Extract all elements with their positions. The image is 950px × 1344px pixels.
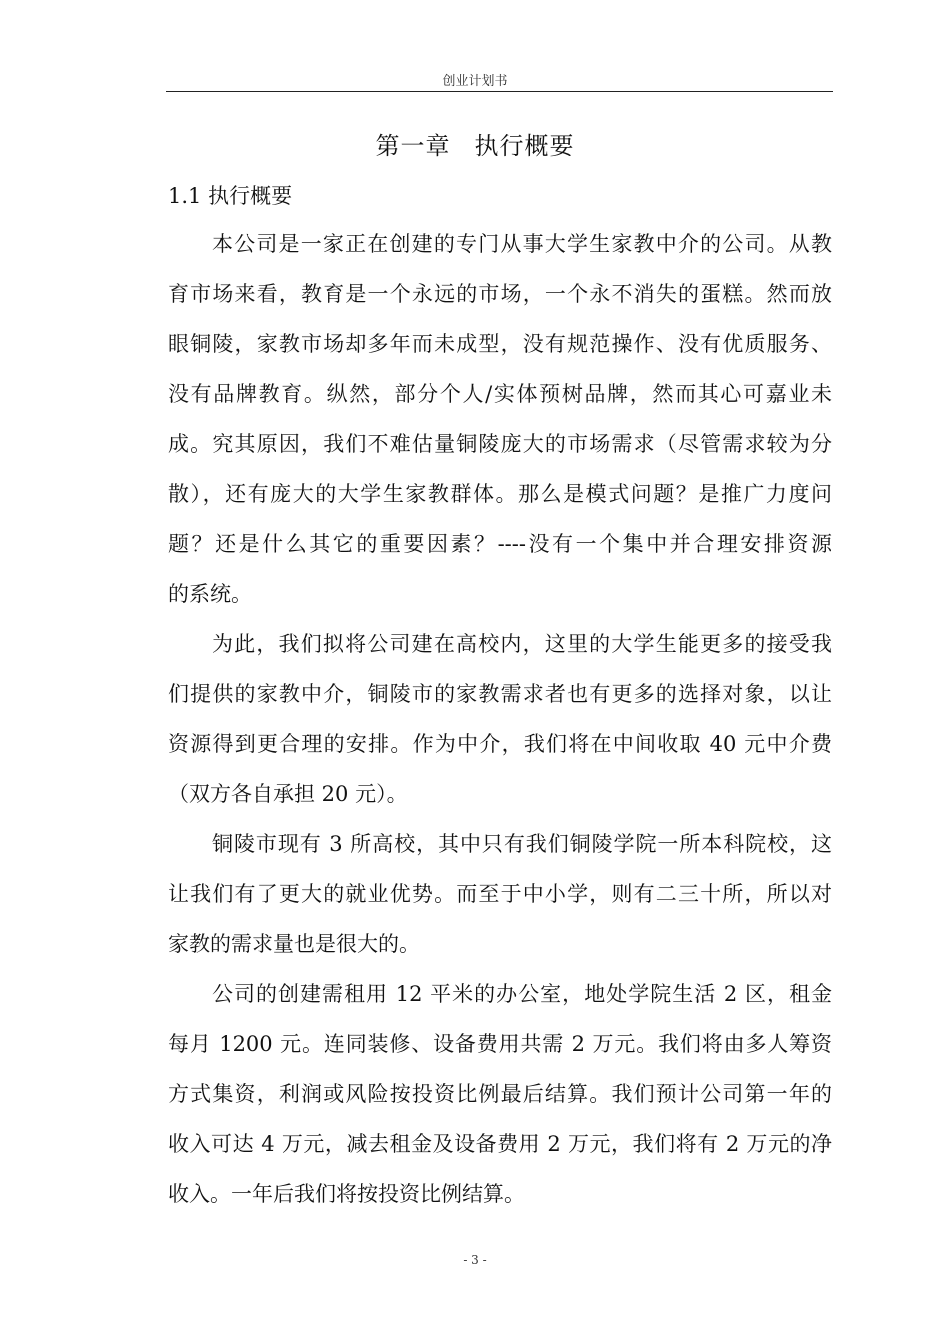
chapter-name: 执行概要 [474, 132, 575, 160]
paragraph [168, 980, 832, 1230]
chapter-title [0, 126, 950, 161]
text-line: （双方各自承担 20 元）。 [168, 782, 408, 806]
page-number: - 3 - [463, 1253, 487, 1267]
text-line: 们提供的家教中介，铜陵市的家教需求者也有更多的选择对象，以让 [168, 682, 832, 706]
text-line: 题？还是什么其它的重要因素？----没有一个集中并合理安排资源 [168, 532, 832, 556]
paragraph [168, 230, 832, 630]
text-line: 方式集资，利润或风险按投资比例最后结算。我们预计公司第一年的 [168, 1082, 832, 1106]
text-line: 育市场来看，教育是一个永远的市场，一个永不消失的蛋糕。然而放 [168, 282, 832, 306]
chapter-number: 第一章 [375, 132, 451, 160]
text-line: 家教的需求量也是很大的。 [168, 932, 420, 956]
header-rule [166, 91, 833, 92]
section-heading: 1.1 执行概要 [168, 184, 293, 208]
text-line: 铜陵市现有 3 所高校，其中只有我们铜陵学院一所本科院校，这 [212, 832, 832, 856]
text-line: 眼铜陵，家教市场却多年而未成型，没有规范操作、没有优质服务、 [168, 332, 832, 356]
text-line: 收入可达 4 万元，减去租金及设备费用 2 万元，我们将有 2 万元的净 [168, 1132, 832, 1156]
text-line: 公司的创建需租用 12 平米的办公室，地处学院生活 2 区，租金 [212, 982, 832, 1006]
text-line: 让我们有了更大的就业优势。而至于中小学，则有二三十所，所以对 [168, 882, 832, 906]
text-line: 每月 1200 元。连同装修、设备费用共需 2 万元。我们将由多人筹资 [168, 1032, 832, 1056]
text-line: 资源得到更合理的安排。作为中介，我们将在中间收取 40 元中介费 [168, 732, 832, 756]
running-header: 创业计划书 [442, 74, 508, 89]
text-line: 的系统。 [168, 582, 252, 606]
body-text [168, 230, 832, 1230]
text-line: 成。究其原因，我们不难估量铜陵庞大的市场需求（尽管需求较为分 [168, 432, 832, 456]
text-line: 散），还有庞大的大学生家教群体。那么是模式问题？是推广力度问 [168, 482, 832, 506]
text-line: 本公司是一家正在创建的专门从事大学生家教中介的公司。从教 [212, 232, 832, 256]
text-line: 收入。一年后我们将按投资比例结算。 [168, 1182, 525, 1206]
text-line: 为此，我们拟将公司建在高校内，这里的大学生能更多的接受我 [212, 632, 832, 656]
paragraph [168, 830, 832, 980]
text-line: 没有品牌教育。纵然，部分个人/实体预树品牌，然而其心可嘉业未 [168, 382, 832, 406]
paragraph [168, 630, 832, 830]
